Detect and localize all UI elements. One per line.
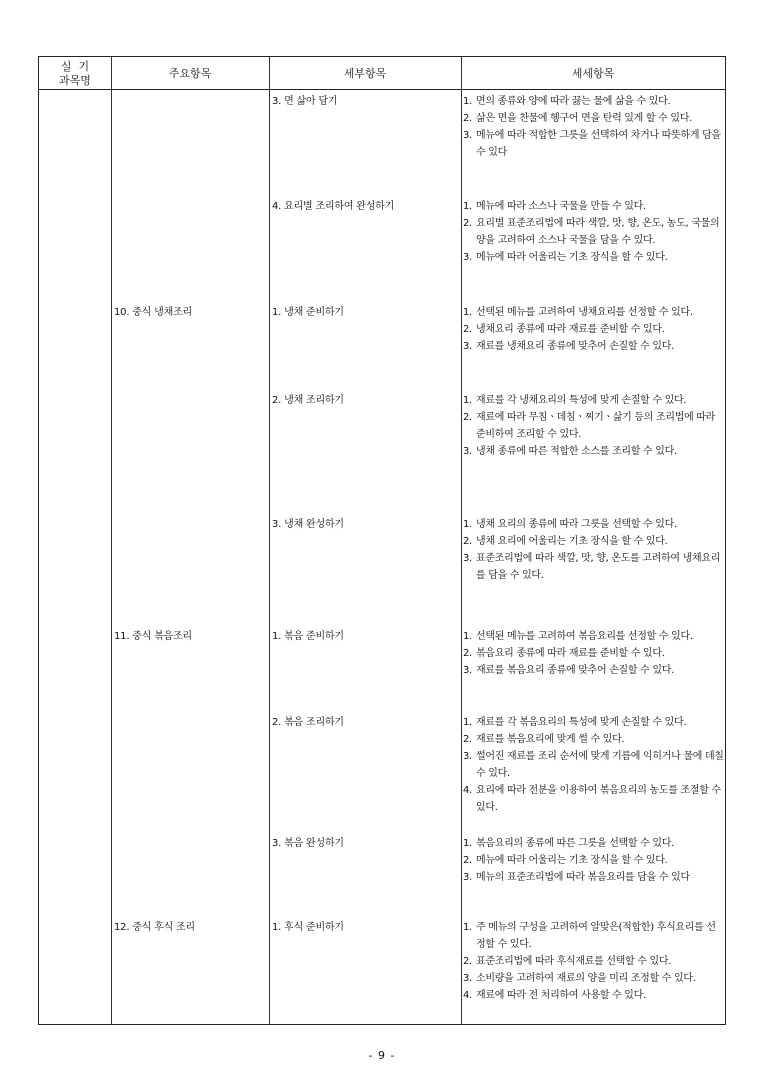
detail-item: 3. 메뉴의 표준조리법에 따라 볶음요리를 담을 수 있다 [463,872,690,883]
detail-list [463,714,725,816]
detail-list [463,304,725,355]
detail-item: 1. 재료를 각 냉채요리의 특성에 맞게 손질할 수 있다. [463,395,687,406]
column-divider [269,57,270,1024]
header-subject-line1: 실 기 [60,59,90,73]
detail-item: 4. 요리에 따라 전분을 이용하여 볶음요리의 농도를 조절할 수 있다. [463,785,721,813]
sub-item-label: 4. 요리별 조리하여 완성하기 [272,201,395,212]
column-divider [461,57,462,1024]
header-subject [39,57,111,90]
detail-list [463,919,725,1004]
sub-item-label: 3. 냉채 완성하기 [272,519,344,530]
sub-item-label: 3. 볶음 완성하기 [272,838,344,849]
detail-list [463,835,725,886]
main-item-label: 10. 중식 냉채조리 [114,307,193,318]
main-item-label: 12. 중식 후식 조리 [114,922,195,933]
detail-item: 3. 소비량을 고려하여 재료의 양을 미리 조정할 수 있다. [463,973,696,984]
sub-item-label: 3. 면 삶아 담기 [272,96,338,107]
sub-item-label: 1. 후식 준비하기 [272,922,344,933]
header-detail-item: 세세항목 [571,66,615,80]
column-divider [111,57,112,1024]
detail-item: 2. 냉채 요리에 어울리는 기초 장식을 할 수 있다. [463,536,668,547]
detail-item: 4. 재료에 따라 전 처리하여 사용할 수 있다. [463,990,646,1001]
detail-item: 2. 재료에 따라 무침ㆍ데침ㆍ찌기ㆍ삶기 등의 조리법에 따라 준비하여 조리할 수 있다. [463,412,716,440]
detail-list [463,516,725,584]
detail-item: 2. 냉채요리 종류에 따라 재료를 준비할 수 있다. [463,324,665,335]
detail-item: 3. 냉채 종류에 따른 적합한 소스를 조리할 수 있다. [463,446,677,457]
detail-list [463,392,725,460]
header-main-item: 주요항목 [168,66,212,80]
detail-item: 2. 재료를 볶음요리에 맞게 썰 수 있다. [463,734,625,745]
detail-item: 2. 볶음요리 종류에 따라 재료를 준비할 수 있다. [463,648,665,659]
detail-item: 1. 재료를 각 볶음요리의 특성에 맞게 손질할 수 있다. [463,717,687,728]
detail-item: 1. 선택된 메뉴를 고려하여 볶음요리를 선정할 수 있다. [463,631,693,642]
detail-item: 2. 요리별 표준조리법에 따라 색깔, 맛, 향, 온도, 농도, 국물의 양을 고려하여 소스나 국물을 담을 수 있다. [463,218,720,246]
detail-item: 2. 표준조리법에 따라 후식재료를 선택할 수 있다. [463,956,672,967]
detail-item: 1. 선택된 메뉴를 고려하여 냉채요리를 선정할 수 있다. [463,307,693,318]
detail-item: 2. 메뉴에 따라 어울리는 기초 장식을 할 수 있다. [463,855,668,866]
page-number: - 9 - [368,1049,396,1062]
sub-item-label: 1. 냉채 준비하기 [272,307,344,318]
sub-item-label: 2. 냉채 조리하기 [272,395,344,406]
detail-item: 3. 재료를 볶음요리 종류에 맞추어 손질할 수 있다. [463,665,674,676]
sub-item-label: 2. 볶음 조리하기 [272,717,344,728]
curriculum-table [38,56,726,1025]
detail-item: 1. 메뉴에 따라 소스나 국물을 만들 수 있다. [463,201,646,212]
detail-item: 3. 재료를 냉채요리 종류에 맞추어 손질할 수 있다. [463,341,674,352]
main-item-label: 11. 중식 볶음조리 [114,631,193,642]
detail-item: 2. 삶은 면을 찬물에 헹구어 면을 탄력 있게 할 수 있다. [463,113,692,124]
detail-item: 3. 썰어진 재료를 조리 순서에 맞게 기름에 익히거나 물에 데칠 수 있다. [463,751,724,779]
detail-item: 1. 면의 종류와 양에 따라 끓는 물에 삶을 수 있다. [463,96,671,107]
detail-list [463,628,725,679]
detail-item: 1. 주 메뉴의 구성을 고려하여 알맞은(적합한) 후식요리를 선정할 수 있다. [463,922,716,950]
detail-list [463,198,725,266]
detail-list [463,93,725,161]
detail-item: 1. 볶음요리의 종류에 따른 그릇을 선택할 수 있다. [463,838,674,849]
header-subject-line2: 과목명 [59,73,91,87]
sub-item-label: 1. 볶음 준비하기 [272,631,344,642]
detail-item: 1. 냉채 요리의 종류에 따라 그릇을 선택할 수 있다. [463,519,677,530]
header-sub-item: 세부항목 [343,66,387,80]
detail-item: 3. 표준조리법에 따라 색깔, 맛, 향, 온도를 고려하여 냉채요리를 담을 수 있다. [463,553,721,581]
detail-item: 3. 메뉴에 따라 어울리는 기초 장식을 할 수 있다. [463,252,668,263]
detail-item: 3. 메뉴에 따라 적합한 그릇을 선택하여 차거나 따뜻하게 담을 수 있다 [463,130,721,158]
